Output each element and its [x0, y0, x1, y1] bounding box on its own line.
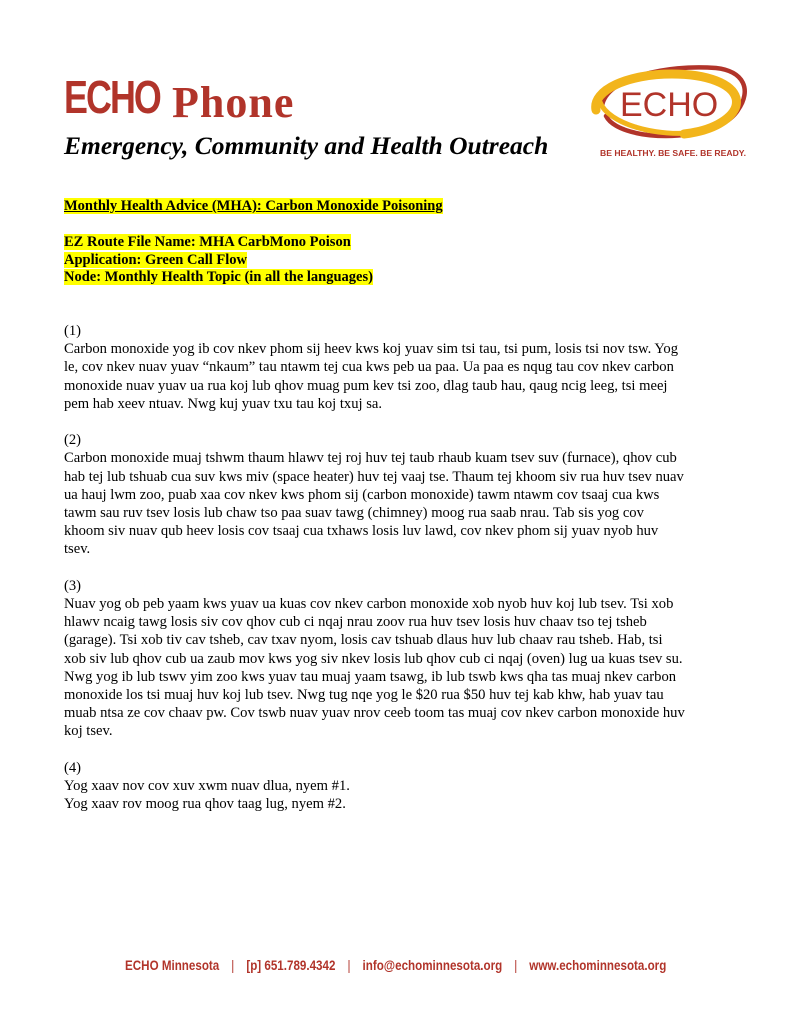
footer-separator: | — [347, 958, 351, 973]
paragraph-line: monoxide nuav yuav ua rua koj lub qhov muag pum kev tsi zoo, dlag taub hau, qaug ncig leeg, tsi meej — [64, 377, 668, 394]
echo-logo-graphic — [588, 62, 750, 162]
footer-org: ECHO Minnesota — [124, 958, 220, 973]
paragraph-line: ua hauj lwm zoo, puab xaa cov nkev kws phom sij (carbon monoxide) tawm ntawm cov tsaaj cua kws — [64, 486, 660, 503]
footer-separator: | — [231, 958, 235, 973]
brand-phone-text: Phone — [172, 78, 295, 127]
brand-echo-text: ECHO — [64, 71, 160, 123]
paragraph-line: hab tej lub tshuab cua suv kws miv (space heater) huv tej vaaj tse. Thaum tej khoom siv rua huv tsev nuav — [64, 468, 684, 485]
paragraph-number: (1) — [64, 323, 82, 339]
mha-title-block — [64, 198, 443, 216]
footer — [0, 958, 791, 973]
paragraph-line: khoom siv nuav qub heev losis cov tsaaj cua txhaws losis luv lawd, cov nkev phom sij yuav nyob huv — [64, 523, 659, 540]
footer-website-link[interactable]: www.echominnesota.org — [529, 958, 667, 973]
organization-tagline: Emergency, Community and Health Outreach — [64, 131, 549, 160]
logo-slogan: BE HEALTHY. BE SAFE. BE READY. — [600, 148, 746, 158]
paragraph-number: (4) — [64, 759, 82, 776]
paragraph-line: pem hab xeev ntuav. Nwg kuj yuav txu tau koj txuj sa. — [64, 395, 383, 412]
mha-title: Monthly Health Advice (MHA): Carbon Monoxide Poisoning — [64, 198, 443, 214]
paragraph-line: monoxide los tsi muaj huv koj lub tsev. Nwg tug nqe yog le $20 rua $50 huv tej kab khw, hab yuav tau — [64, 687, 664, 704]
paragraph-line: muab ntsa ze cov chaav pw. Cov tswb nuav yuav nrov ceeb toom tas muaj cov nkev carbon monoxide huv — [64, 705, 685, 722]
paragraph-line: Yog xaav nov cov xuv xwm nuav dlua, nyem #1. — [64, 778, 350, 795]
paragraph-line: Nwg yog ib lub tswv yim zoo kws yuav tau muaj yaam tsawg, ib lub tswb kws qha tas muaj nkev carbon — [64, 668, 677, 685]
route-info-block — [64, 234, 373, 287]
echo-phone-wordmark — [64, 71, 295, 127]
paragraph-line: Nuav yog ob peb yaam kws yuav ua kuas cov nkev carbon monoxide xob nyob huv koj lub tsev. Tsi xob — [64, 596, 674, 613]
logo-echo-text: ECHO — [620, 86, 719, 124]
footer-separator: | — [514, 958, 518, 973]
paragraph-line: koj tsev. — [64, 723, 113, 740]
paragraph-line: Carbon monoxide muaj tshwm thaum hlawv tej roj huv tej taub rhaub kuam tsev suv (furnace), qhov cub — [64, 450, 677, 467]
paragraph-number: (3) — [64, 577, 82, 594]
node-name: Node: Monthly Health Topic (in all the languages) — [64, 269, 373, 285]
paragraph-line: Carbon monoxide yog ib cov nkev phom sij heev kws koj yuav sim tsi tau, tsi pum, losis tsi nov tsw. Yog — [64, 341, 679, 358]
footer-email-link[interactable]: info@echominnesota.org — [362, 958, 503, 973]
echo-logo — [588, 62, 750, 162]
footer-phone: [p] 651.789.4342 — [246, 958, 336, 973]
paragraph — [64, 322, 734, 413]
paragraph-line: tawm sau ruv tsev losis lub chaw tso paa suav tawg (chimney) moog rua saab nrau. Tab sis yog cov — [64, 505, 644, 522]
body-content — [64, 322, 734, 832]
footer-contact-line — [125, 958, 666, 973]
paragraph-line: Yog xaav rov moog rua qhov taag lug, nyem #2. — [64, 796, 346, 813]
paragraph-line: tsev. — [64, 541, 91, 558]
application-name: Application: Green Call Flow — [64, 251, 247, 268]
route-file-name: EZ Route File Name: MHA CarbMono Poison — [64, 234, 351, 250]
paragraph-line: le, cov nkev nuav yuav “nkaum” tau ntawm tej cua kws peb ua paa. Ua paa es nqug tau cov nkev carbon — [64, 359, 674, 376]
paragraph-number: (2) — [64, 432, 82, 449]
paragraph-line: xob siv lub qhov cub ua zaub mov kws yog siv nkev losis lub qhov cub ci nqaj (oven) lug ua kuas tsev su. — [64, 650, 683, 667]
paragraph — [64, 577, 734, 741]
paragraph — [64, 759, 734, 814]
paragraph-line: hlawv ncaig tawg losis siv cov qhov cub ci nqaj nrau zoov rua huv tsev losis huv chaav tso tej tsheb — [64, 614, 647, 631]
paragraph-line: (garage). Tsi xob tiv cav tsheb, cav txav nyom, losis cav tshuab dlaus huv lub chaav rau tsheb. Hab, tsi — [64, 632, 663, 649]
paragraph — [64, 431, 734, 558]
